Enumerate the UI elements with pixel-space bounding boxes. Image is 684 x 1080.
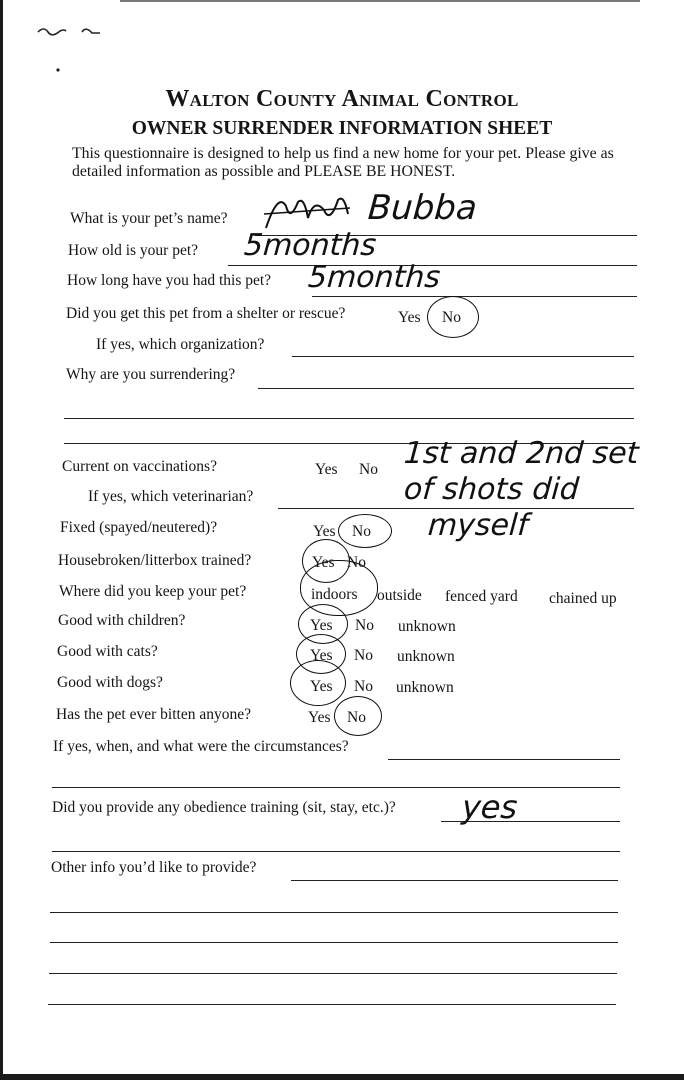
- option-dogs-yes[interactable]: Yes: [310, 678, 333, 695]
- q-dogs: Good with dogs?: [57, 674, 163, 691]
- circle-fixed-no: [338, 514, 392, 548]
- answer-line-other-5: [48, 1004, 616, 1005]
- option-shelter-yes[interactable]: Yes: [398, 309, 421, 326]
- option-children-unknown[interactable]: unknown: [398, 618, 456, 635]
- answer-line-other-4: [49, 973, 617, 974]
- q-duration: How long have you had this pet?: [67, 272, 272, 289]
- answer-line-bite-1: [388, 759, 620, 760]
- answer-vaccinations-1[interactable]: 1st and 2nd set: [402, 436, 640, 471]
- circle-bitten-no: [334, 696, 382, 736]
- option-children-yes[interactable]: Yes: [310, 617, 333, 634]
- option-fixed-yes[interactable]: Yes: [313, 523, 336, 540]
- q-fixed: Fixed (spayed/neutered)?: [60, 519, 218, 536]
- option-bitten-yes[interactable]: Yes: [308, 709, 331, 726]
- answer-line-duration: [312, 296, 637, 297]
- option-keep-chained-up[interactable]: chained up: [549, 590, 617, 607]
- option-vacc-no[interactable]: No: [359, 461, 378, 478]
- scan-edge-top: [120, 0, 640, 2]
- scan-edge-bottom: [0, 1074, 684, 1080]
- answer-vaccinations-3[interactable]: myself: [426, 508, 530, 543]
- q-organization: If yes, which organization?: [96, 336, 265, 353]
- q-cats: Good with cats?: [57, 643, 158, 660]
- option-dogs-unknown[interactable]: unknown: [396, 679, 454, 696]
- q-bitten: Has the pet ever bitten anyone?: [56, 706, 251, 723]
- option-fixed-no[interactable]: No: [352, 523, 371, 540]
- answer-line-other-2: [50, 912, 618, 913]
- q-pet-age: How old is your pet?: [68, 242, 199, 259]
- option-cats-unknown[interactable]: unknown: [397, 648, 455, 665]
- q-keep: Where did you keep your pet?: [59, 583, 247, 600]
- q-other-info: Other info you’d like to provide?: [51, 859, 257, 876]
- answer-duration[interactable]: 5months: [306, 260, 442, 295]
- option-bitten-no[interactable]: No: [347, 709, 366, 726]
- form-title: Walton County Animal Control: [165, 86, 519, 112]
- intro-text: This questionnaire is designed to help us find a new home for your pet. Please give as detailed information as possible and PLEASE BE HONEST.: [72, 145, 614, 180]
- circle-dogs-yes: [290, 660, 346, 706]
- option-shelter-no[interactable]: No: [442, 309, 461, 326]
- answer-obedience[interactable]: yes: [460, 788, 519, 826]
- option-cats-no[interactable]: No: [354, 647, 373, 664]
- q-veterinarian: If yes, which veterinarian?: [88, 488, 254, 505]
- option-cats-yes[interactable]: Yes: [310, 647, 333, 664]
- q-shelter: Did you get this pet from a shelter or rescue?: [66, 305, 346, 322]
- q-surrender: Why are you surrendering?: [66, 366, 236, 383]
- answer-line-obedience-2: [52, 851, 620, 852]
- option-vacc-yes[interactable]: Yes: [315, 461, 338, 478]
- q-pet-name: What is your pet’s name?: [70, 210, 228, 227]
- answer-vaccinations-2[interactable]: of shots did: [402, 472, 581, 507]
- answer-line-organization: [292, 356, 634, 357]
- answer-line-surrender-2: [64, 418, 634, 419]
- answer-pet-name[interactable]: Bubba: [366, 188, 479, 228]
- answer-line-other-3: [50, 942, 618, 943]
- answer-line-bite-2: [52, 787, 620, 788]
- answer-line-surrender-1: [258, 388, 634, 389]
- q-housebroken: Housebroken/litterbox trained?: [58, 552, 252, 569]
- q-obedience: Did you provide any obedience training (sit, stay, etc.)?: [52, 799, 396, 816]
- circle-shelter-no: [427, 296, 479, 338]
- form-subtitle: OWNER SURRENDER INFORMATION SHEET: [131, 118, 553, 139]
- answer-age[interactable]: 5months: [242, 228, 378, 263]
- answer-line-other-1: [291, 880, 618, 881]
- stray-pen-marks: [34, 22, 114, 74]
- q-vaccinations: Current on vaccinations?: [62, 458, 217, 475]
- option-keep-outside[interactable]: outside: [377, 587, 422, 604]
- scan-edge-left: [0, 0, 3, 1080]
- option-housebroken-no[interactable]: No: [347, 554, 366, 571]
- option-keep-fenced-yard[interactable]: fenced yard: [445, 588, 518, 605]
- option-keep-indoors[interactable]: indoors: [311, 586, 358, 603]
- option-dogs-no[interactable]: No: [354, 678, 373, 695]
- q-children: Good with children?: [58, 612, 186, 629]
- q-bite-circumstances: If yes, when, and what were the circumstances?: [53, 738, 349, 755]
- option-children-no[interactable]: No: [355, 617, 374, 634]
- option-housebroken-yes[interactable]: Yes: [312, 554, 335, 571]
